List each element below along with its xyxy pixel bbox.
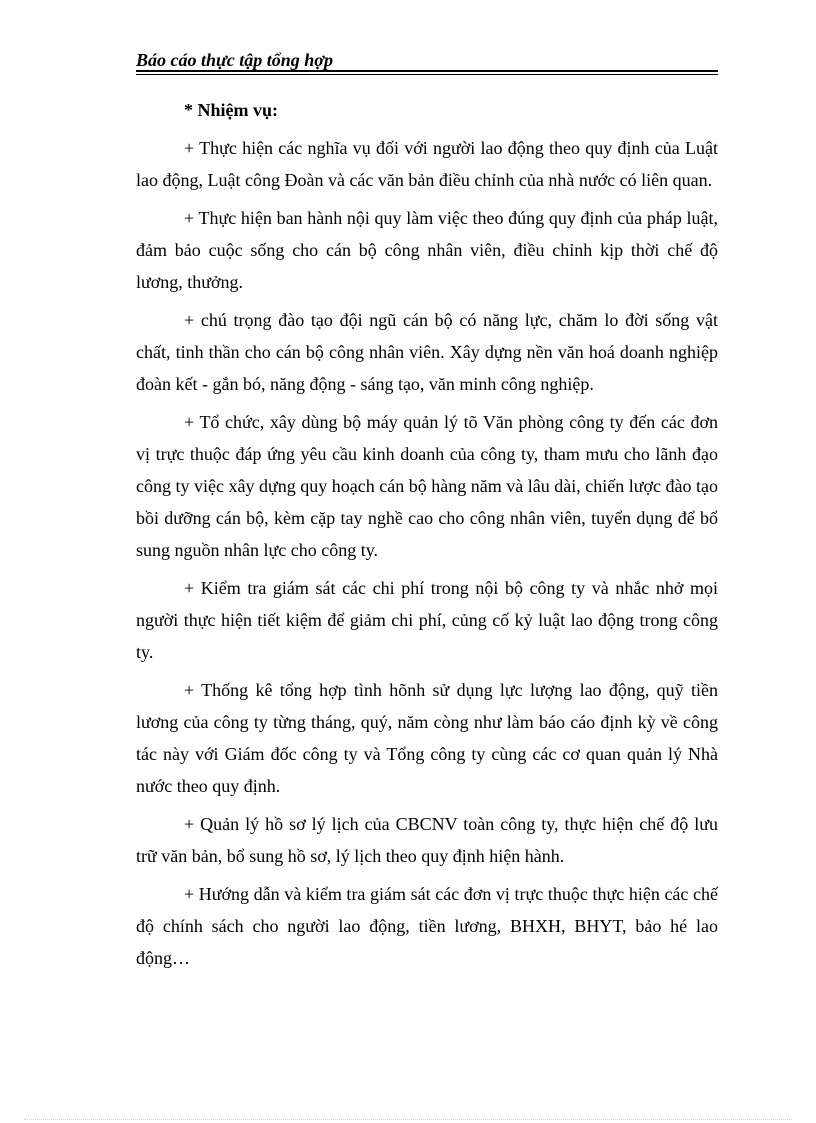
paragraph-3: + chú trọng đào tạo đội ngũ cán bộ có năng lực, chăm lo đời sống vật chất, tinh thần cho cán bộ công nhân viên. Xây dựng nền văn hoá doanh nghiệp đoàn kết - gắn bó, năng động - sáng tạo, văn minh công nghiệp.	[136, 310, 718, 394]
paragraph-1: + Thực hiện các nghĩa vụ đối với người lao động theo quy định của Luật lao động, Luật công Đoàn và các văn bản điều chỉnh của nhà nước có liên quan.	[136, 138, 718, 190]
header-rule-thin	[136, 74, 718, 75]
header-rule-thick	[136, 70, 718, 72]
paragraph-7: + Quản lý hồ sơ lý lịch của CBCNV toàn công ty, thực hiện chế độ lưu trữ văn bản, bổ sung hồ sơ, lý lịch theo quy định hiện hành.	[136, 814, 718, 866]
document-body	[136, 94, 718, 980]
paragraph-5: + Kiểm tra giám sát các chi phí trong nội bộ công ty và nhắc nhở mọi người thực hiện tiết kiệm để giảm chi phí, củng cố kỷ luật lao động trong công ty.	[136, 578, 718, 662]
paragraph-8: + Hướng dẫn và kiểm tra giám sát các đơn vị trực thuộc thực hiện các chế độ chính sách cho người lao động, tiền lương, BHXH, BHYT, bảo hé lao động…	[136, 884, 718, 968]
section-heading: * Nhiệm vụ:	[184, 100, 278, 120]
paragraph-2: + Thực hiện ban hành nội quy làm việc theo đúng quy định của pháp luật, đảm bảo cuộc sống cho cán bộ công nhân viên, điều chỉnh kịp thời chế độ lương, thưởng.	[136, 208, 718, 292]
footer-divider	[24, 1119, 792, 1120]
paragraph-6: + Thống kê tổng hợp tình hõnh sử dụng lực lượng lao động, quỹ tiền lương của công ty từng tháng, quý, năm còng như làm báo cáo định kỳ về công tác này với Giám đốc công ty và Tổng công ty cùng các cơ quan quản lý Nhà nước theo quy định.	[136, 680, 718, 796]
paragraph-4: + Tổ chức, xây dùng bộ máy quản lý tõ Văn phòng công ty đến các đơn vị trực thuộc đáp ứng yêu cầu kinh doanh của công ty, tham mưu cho lãnh đạo công ty việc xây dựng quy hoạch cán bộ hàng năm và lâu dài, chiến lược đào tạo bồi dưỡng cán bộ, kèm cặp tay nghề cao cho công nhân viên, tuyển dụng để bổ sung nguồn nhân lực cho công ty.	[136, 412, 718, 560]
page-header-title: Báo cáo thực tập tổng hợp	[136, 50, 333, 70]
